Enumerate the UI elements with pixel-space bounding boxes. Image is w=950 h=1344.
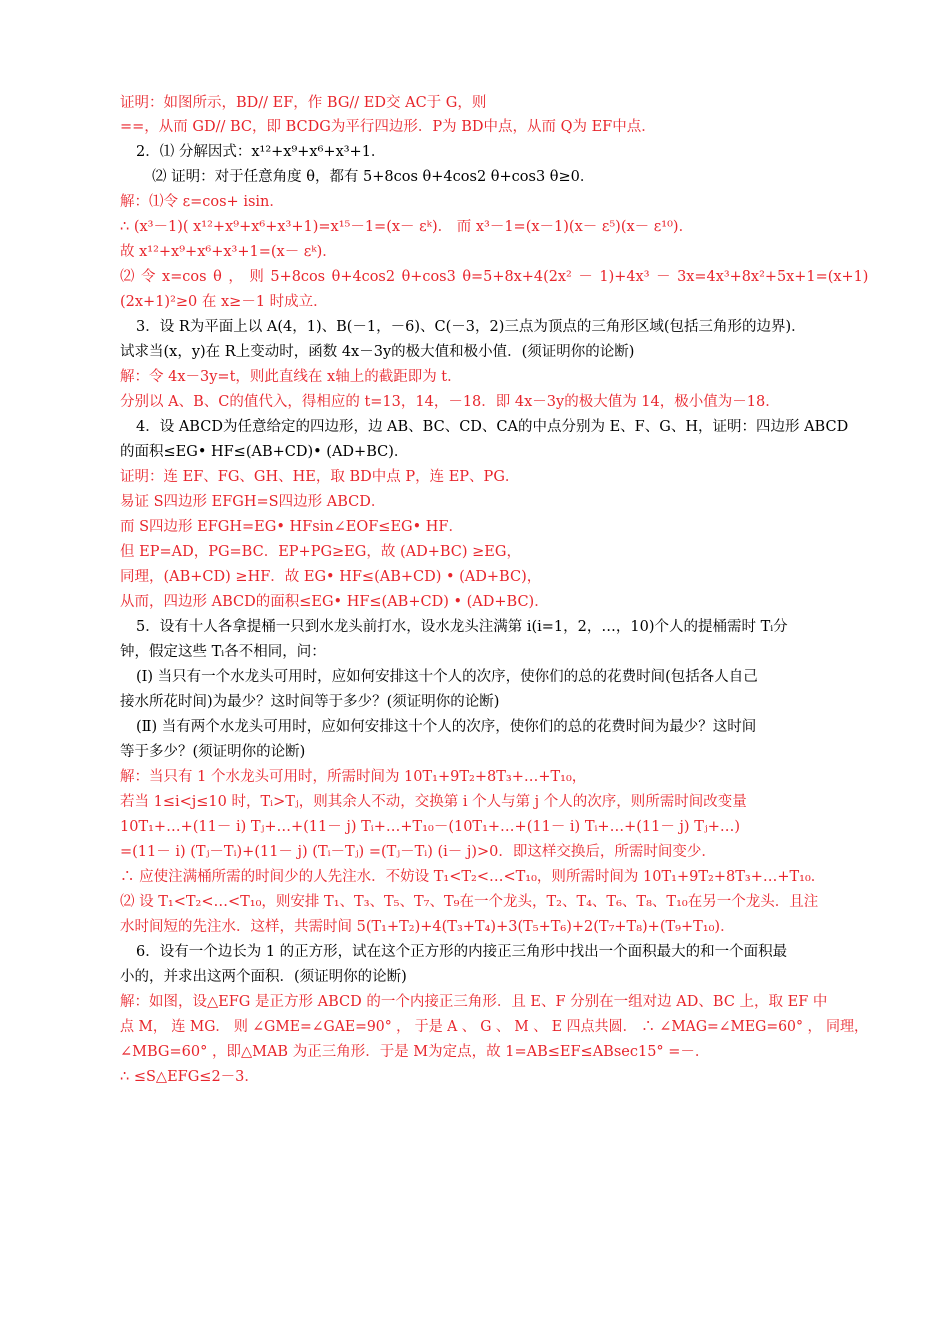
solution-5-line-4: =(11－ i) (Tⱼ－Tᵢ)+(11－ j) (Tᵢ－Tⱼ) =(Tⱼ－Tᵢ) (i－ j)>0．即这样交换后，所需时间变少． [120, 844, 716, 860]
problem-3-line-2: 试求当(x，y)在 R上变动时，函数 4x－3y的极大值和极小值．(须证明你的论断) [120, 344, 635, 360]
proof-4-line-5: 同理，(AB+CD) ≥HF．故 EG• HF≤(AB+CD) • (AD+BC)， [120, 569, 542, 585]
problem-2-part-1: 2．⑴ 分解因式：x¹²+x⁹+x⁶+x³+1． [136, 144, 386, 160]
solution-6-line-1: 解：如图，设△EFG 是正方形 ABCD 的一个内接正三角形．且 E、F 分别在一组对边 AD、BC 上，取 EF 中 [120, 994, 828, 1010]
proof-4-line-1: 证明：连 EF、FG、GH、HE，取 BD中点 P，连 EP、PG． [120, 469, 520, 485]
problem-3-line-1: 3．设 R为平面上以 A(4，1)、B(－1，－6)、C(－3，2)三点为顶点的三角形区域(包括三角形的边界)． [136, 319, 806, 335]
solution-5-line-5: ∴ 应使注满桶所需的时间少的人先注水．不妨设 T₁<T₂<…<T₁₀，则所需时间为 10T₁+9T₂+8T₃+…+T₁₀． [120, 869, 826, 885]
solution-3-line-2: 分别以 A、B、C的值代入，得相应的 t=13，14，－18．即 4x－3y的极大值为 14，极小值为－18． [120, 394, 780, 410]
solution-6-line-4: ∴ ≤S△EFG≤2－3． [120, 1069, 259, 1085]
solution-2-line-5: (2x+1)²≥0 在 x≥－1 时成立． [120, 294, 328, 310]
problem-4-line-2: 的面积≤EG• HF≤(AB+CD)• (AD+BC)． [120, 444, 409, 460]
solution-2-line-4: ⑵ 令 x=cos θ ， 则 5+8cos θ+4cos2 θ+cos3 θ=5+8x+4(2x² － 1)+4x³ － 3x=4x³+8x²+5x+1=(x+1) [120, 269, 869, 285]
problem-4-line-1: 4．设 ABCD为任意给定的四边形，边 AB、BC、CD、CA的中点分别为 E、F、G、H，证明：四边形 ABCD [136, 419, 849, 435]
proof-1-line-2: ==，从而 GD// BC，即 BCDG为平行四边形．P为 BD中点，从而 Q为 EF中点． [120, 119, 656, 135]
problem-5-line-1: 5．设有十人各拿提桶一只到水龙头前打水，设水龙头注满第 i(i=1，2，…，10)个人的提桶需时 Tᵢ分 [136, 619, 788, 635]
problem-2-part-2: ⑵ 证明：对于任意角度 θ，都有 5+8cos θ+4cos2 θ+cos3 θ≥0． [152, 169, 595, 185]
solution-3-line-1: 解：令 4x－3y=t，则此直线在 x轴上的截距即为 t． [120, 369, 462, 385]
problem-5-part-2-line-2: 等于多少？(须证明你的论断) [120, 744, 306, 760]
problem-5-line-2: 钟，假定这些 Tᵢ各不相同，问： [120, 644, 326, 660]
proof-4-line-4: 但 EP=AD，PG=BC．EP+PG≥EG，故 (AD+BC) ≥EG， [120, 544, 521, 560]
problem-6-line-2: 小的，并求出这两个面积．(须证明你的论断) [120, 969, 407, 985]
problem-5-part-1-line-1: (Ⅰ) 当只有一个水龙头可用时，应如何安排这十个人的次序，使你们的总的花费时间(包括各人自己 [136, 669, 758, 685]
solution-5-line-2: 若当 1≤i<j≤10 时，Tᵢ>Tⱼ，则其余人不动，交换第 i 个人与第 j 个人的次序，则所需时间改变量 [120, 794, 747, 810]
solution-2-line-1: 解：⑴令 ε=cos+ isin． [120, 194, 284, 210]
proof-1-line-1: 证明：如图所示，BD// EF，作 BG// ED交 AC于 G，则 [120, 95, 487, 111]
solution-5-line-7: 水时间短的先注水．这样，共需时间 5(T₁+T₂)+4(T₃+T₄)+3(T₅+T₆)+2(T₇+T₈)+(T₉+T₁₀)． [120, 919, 735, 935]
solution-5-line-1: 解：当只有 1 个水龙头可用时，所需时间为 10T₁+9T₂+8T₃+…+T₁₀， [120, 769, 587, 785]
solution-6-line-2: 点 M， 连 MG． 则 ∠GME=∠GAE=90° ， 于是 A 、 G 、 M 、 E 四点共圆． ∴ ∠MAG=∠MEG=60° ， 同理， [120, 1019, 869, 1035]
proof-4-line-2: 易证 S四边形 EFGH=S四边形 ABCD． [120, 494, 386, 510]
proof-4-line-6: 从而，四边形 ABCD的面积≤EG• HF≤(AB+CD) • (AD+BC)． [120, 594, 549, 610]
solution-5-line-6: ⑵ 设 T₁<T₂<…<T₁₀，则安排 T₁、T₃、T₅、T₇、T₉在一个龙头，T₂、T₄、T₆、T₈、T₁₀在另一个龙头．且注 [120, 894, 819, 910]
proof-4-line-3: 而 S四边形 EFGH=EG• HFsin∠EOF≤EG• HF． [120, 519, 463, 535]
solution-5-line-3: 10T₁+…+(11－ i) Tⱼ+…+(11－ j) Tᵢ+…+T₁₀－(10T₁+…+(11－ i) Tᵢ+…+(11－ j) Tⱼ+…) [120, 819, 741, 835]
problem-6-line-1: 6．设有一个边长为 1 的正方形，试在这个正方形的内接正三角形中找出一个面积最大的和一个面积最 [136, 944, 788, 960]
problem-5-part-2-line-1: (Ⅱ) 当有两个水龙头可用时，应如何安排这十个人的次序，使你们的总的花费时间为最少？这时间 [136, 719, 757, 735]
solution-2-line-3: 故 x¹²+x⁹+x⁶+x³+1=(x－ εᵏ)． [120, 244, 337, 260]
solution-6-line-3: ∠MBG=60° ，即△MAB 为正三角形．于是 M为定点，故 1=AB≤EF≤ABsec15° =－． [120, 1044, 710, 1060]
problem-5-part-1-line-2: 接水所花时间)为最少？这时间等于多少？(须证明你的论断) [120, 694, 500, 710]
solution-2-line-2: ∴ (x³－1)( x¹²+x⁹+x⁶+x³+1)=x¹⁵－1=(x－ εᵏ)． 而 x³－1=(x－1)(x－ ε⁵)(x－ ε¹⁰)． [120, 219, 694, 235]
